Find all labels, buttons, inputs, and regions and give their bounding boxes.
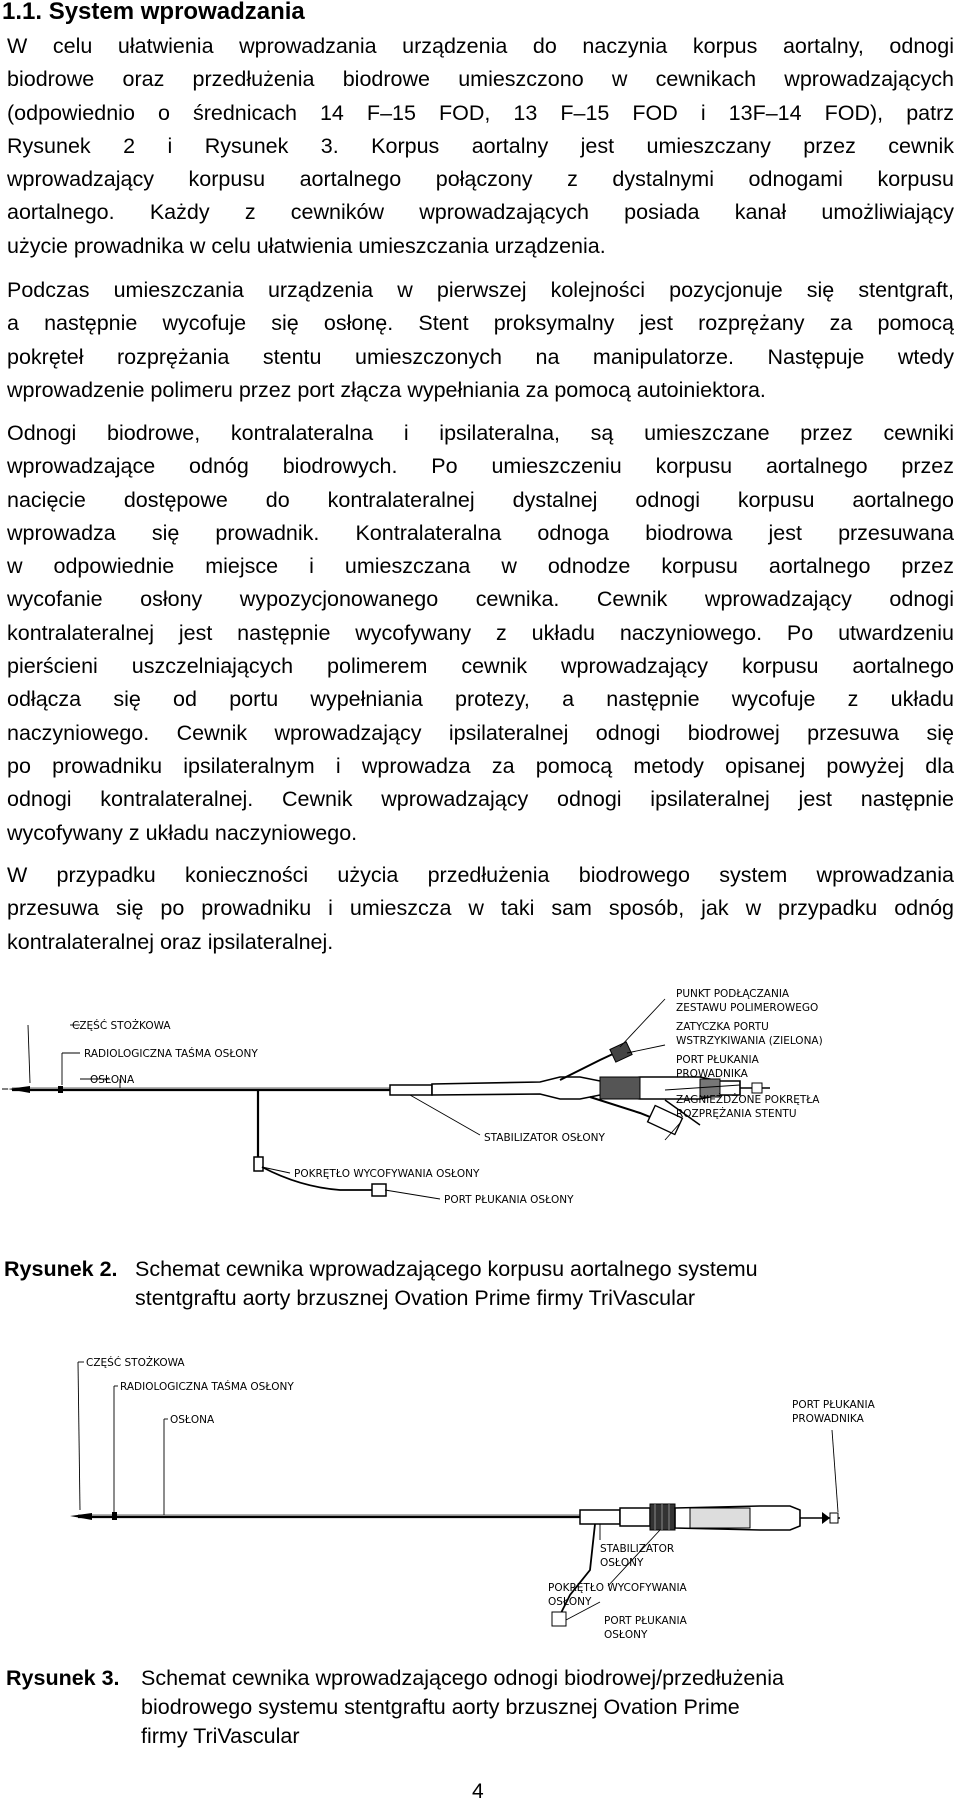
label-nested-knob-2: ROZPRĘŻANIA STENTU [676,1108,797,1120]
text-line: aortalnego. Każdy z cewników wprowadzających posiada kanał umożliwiający [7,200,954,225]
text-line: wycofywany z układu naczyniowego. [7,820,358,845]
text-line: pierścieni uszczelniających polimerem cewnik wprowadzający korpusu aortalnego [7,654,954,679]
text-line: Odnogi biodrowe, kontralateralna i ipsilateralna, są umieszczane przez cewniki [7,421,954,445]
nose-cone [8,1086,30,1093]
text-line: odłącza się od portu wypełniania protezy, a następnie wycofuje z układu [7,687,954,712]
label-sheath-retraction-knob-1: POKRĘTŁO WYCOFYWANIA [548,1582,687,1594]
figure-2-caption [4,1255,954,1315]
figure-2-aortic-body-catheter [0,985,960,1225]
text-line: wprowadzający korpusu aortalnego połączony z dystalnymi odnogami korpusu [7,167,954,192]
text-line: Rysunek 2 i Rysunek 3. Korpus aortalny jest umieszczany przez cewnik [7,133,954,158]
sheath-marker-band [58,1086,63,1093]
text-line: pokręteł rozprężania stentu umieszczonych na manipulatorze. Następuje wtedy [7,344,954,369]
sheath-stabilizer [390,1085,432,1095]
flush-tubing [258,1090,262,1167]
label-sheath-flush-port-1: PORT PŁUKANIA [604,1615,687,1627]
text-line: przesuwa się po prowadniku i umieszcza w taki sam sposób, jak w przypadku odnóg [7,896,954,921]
text-line: nacięcie dostępowe do kontralateralnej dystalnej odnogi korpusu aortalnego [7,487,954,512]
text-line: biodrowe oraz przedłużenia biodrowe umieszczono w cewnikach wprowadzających [7,67,954,92]
label-sheath-retraction-knob-2: OSŁONY [548,1596,592,1608]
label-nose-cone: CZĘŚĆ STOŻKOWA [86,1357,185,1369]
text-line: naczyniowego. Cewnik wprowadzający ipsilateralnej odnogi biodrowej przesuwa się [7,720,954,745]
text-line: W przypadku konieczności użycia przedłużenia biodrowego system wprowadzania [7,863,954,887]
label-guidewire-port-2: PROWADNIKA [792,1413,864,1425]
label-sheath: OSŁONA [170,1414,215,1426]
text-line: wprowadza się prowadnik. Kontralateralna odnoga biodrowa jest przesuwana [7,520,954,545]
label-nested-knob-1: ZAGNIEŻDŻONE POKRĘTŁA [676,1094,820,1106]
nose-cone [70,1513,92,1520]
label-sheath-stabilizer: STABILIZATOR OSŁONY [484,1132,605,1144]
label-sheath-marker: RADIOLOGICZNA TAŚMA OSŁONY [120,1381,294,1393]
label-sheath: OSŁONA [90,1074,135,1086]
label-fill-connector-2: ZESTAWU POLIMEROWEGO [676,1002,819,1014]
paragraph-1 [7,30,954,263]
label-fill-connector-1: PUNKT PODŁĄCZANIA [676,988,790,1000]
text-line: wycofanie osłony wypozycjonowanego cewnika. Cewnik wprowadzający odnogi [7,587,954,612]
figure-2-caption-line: stentgraftu aorty brzusznej Ovation Prime firmy TriVascular [135,1286,695,1310]
text-line: użycie prowadnika w celu ułatwienia umieszczania urządzenia. [7,233,606,258]
section-heading: 1.1. System wprowadzania [2,0,305,25]
label-port-latch-1: ZATYCZKA PORTU [676,1021,769,1033]
figure-3-diagram [0,1340,960,1640]
page-number: 4 [472,1780,484,1803]
label-sheath-flush-port: PORT PŁUKANIA OSŁONY [444,1194,574,1206]
figure-3-caption-line: Schemat cewnika wprowadzającego odnogi biodrowej/przedłużenia [141,1666,784,1690]
label-sheath-stabilizer-2: OSŁONY [600,1557,644,1569]
figure-2-caption-line: Schemat cewnika wprowadzającego korpusu aortalnego systemu [135,1257,758,1281]
label-guidewire-port-2: PROWADNIKA [676,1068,748,1080]
paragraph-2 [7,274,954,407]
sheath-marker-band [112,1512,117,1520]
label-port-latch-2: WSTRZYKIWANIA (ZIELONA) [676,1035,823,1047]
label-guidewire-port-1: PORT PŁUKANIA [676,1054,759,1066]
text-line: W celu ułatwienia wprowadzania urządzenia do naczynia korpus aortalny, odnogi [7,34,954,58]
text-line: a następnie wycofuje się osłonę. Stent proksymalny jest rozprężany za pomocą [7,311,954,336]
text-line: kontralateralnej jest następnie wycofywany z układu naczyniowego. Po utwardzeniu [7,620,954,645]
figure-3-caption-line: firmy TriVascular [141,1724,300,1748]
figure-3-iliac-limb-catheter [0,1340,960,1640]
paragraph-4 [7,859,954,959]
label-sheath-marker: RADIOLOGICZNA TAŚMA OSŁONY [84,1048,258,1060]
text-line: w odpowiednie miejsce i umieszczana w odnodze korpusu aortalnego przez [7,554,954,579]
text-line: wprowadzające odnóg biodrowych. Po umieszczeniu korpusu aortalnego przez [7,454,954,479]
label-sheath-stabilizer-1: STABILIZATOR [600,1543,675,1555]
text-line: wprowadzenie polimeru przez port złącza wypełniania za pomocą autoiniektora. [7,377,766,402]
sheath-stabilizer [580,1510,620,1524]
text-line: Podczas umieszczania urządzenia w pierwszej kolejności pozycjonuje się stentgraft, [7,278,954,302]
label-nose-cone: CZĘŚĆ STOŻKOWA [72,1020,171,1032]
figure-3-caption-label: Rysunek 3. [6,1666,120,1690]
paragraph-3 [7,417,954,850]
text-line: (odpowiednio o średnicach 14 F–15 FOD, 13 F–15 FOD i 13F–14 FOD), patrz [7,100,954,125]
text-line: po prowadniku ipsilateralnym i wprowadza za pomocą metody opisanej powyżej dla [7,753,954,778]
figure-3-caption [6,1664,956,1754]
text-line: kontralateralnej oraz ipsilateralnej. [7,929,334,954]
figure-2-caption-label: Rysunek 2. [4,1257,118,1281]
figure-2-diagram [0,985,960,1225]
figure-3-caption-line: biodrowego systemu stentgraftu aorty brzusznej Ovation Prime [141,1695,740,1719]
label-sheath-flush-port-2: OSŁONY [604,1629,648,1640]
text-line: odnogi kontralateralnej. Cewnik wprowadzający odnogi ipsilateralnej jest następnie [7,787,954,812]
label-guidewire-port-1: PORT PŁUKANIA [792,1399,875,1411]
label-sheath-retraction-knob: POKRĘTŁO WYCOFYWANIA OSŁONY [294,1168,480,1180]
